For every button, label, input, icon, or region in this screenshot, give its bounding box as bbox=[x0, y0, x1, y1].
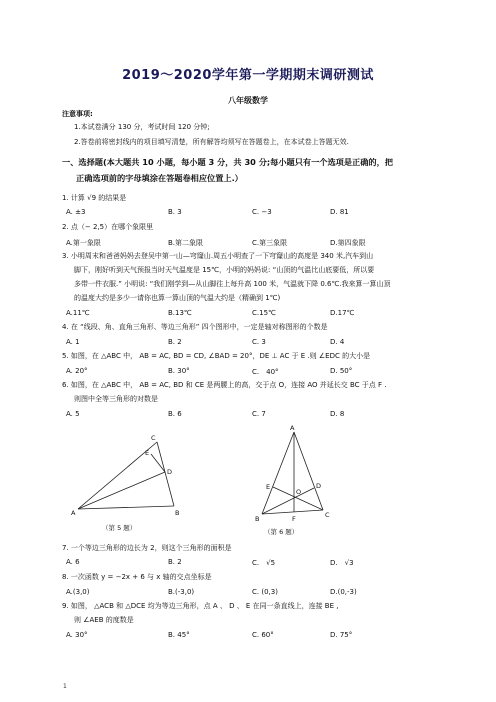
figure-6 bbox=[250, 424, 350, 540]
q9-option-c: C. 60° bbox=[252, 631, 274, 639]
q5-option-d: D. 50° bbox=[330, 367, 353, 375]
fig6-segment-bd bbox=[262, 488, 314, 514]
q5-stem: 5. 如图，在 △ABC 中， AB = AC, BD = CD, ∠BAD = 20°，DE ⊥ AC 于 E .则 ∠EDC 的大小是 bbox=[62, 352, 371, 360]
fig6-label-c: C bbox=[325, 511, 330, 519]
q6-option-a: A. 5 bbox=[66, 410, 80, 418]
q2-option-d: D.第四象限 bbox=[330, 239, 366, 247]
fig5-label-e: E bbox=[145, 449, 150, 457]
q2-stem: 2. 点（− 2,5）在哪个象限里 bbox=[62, 223, 154, 231]
q3-option-a: A.11℃ bbox=[66, 309, 90, 317]
q9-option-b: B. 45° bbox=[168, 631, 190, 639]
fig6-caption: （第 6 题） bbox=[264, 528, 299, 536]
q3-line-3: 多带一件衣服.” 小明说: “我们刚学到—从山脚往上每升高 100 米，气温就下降 0.6℃.我来算一算山顶 bbox=[74, 280, 391, 288]
q3-line-4: 的温度大约是多少一请你也算一算山顶的气温大约是（精确到 1℃) bbox=[74, 294, 281, 302]
q7-option-d: D. √3 bbox=[330, 559, 354, 567]
q1-stem: 1. 计算 √9 的结果是 bbox=[62, 194, 127, 202]
q6-line-2: 则图中全等三角形的对数是 bbox=[74, 395, 158, 403]
q9-line-2: 则 ∠AEB 的度数是 bbox=[74, 616, 134, 624]
q4-option-b: B. 2 bbox=[168, 338, 182, 346]
q4-option-a: A. 1 bbox=[66, 338, 80, 346]
q3-option-b: B.13℃ bbox=[168, 309, 192, 317]
q2-option-a: A.第一象限 bbox=[66, 239, 101, 247]
fig6-label-e: E bbox=[266, 483, 271, 491]
q8-option-d: D.(0,-3) bbox=[330, 588, 357, 596]
fig5-segment-ab bbox=[78, 506, 174, 509]
q7-stem: 7. 一个等边三角形的边长为 2，则这个三角形的面积是 bbox=[62, 544, 232, 552]
q7-option-a: A. 6 bbox=[66, 558, 80, 566]
q8-option-a: A.(3,0) bbox=[66, 588, 90, 596]
q5-option-b: B. 30° bbox=[168, 367, 190, 375]
q2-option-b: B.第二象限 bbox=[168, 239, 204, 247]
fig6-label-d: D bbox=[316, 482, 322, 490]
exam-subtitle: 八年级数学 bbox=[228, 96, 268, 105]
q1-option-c: C. −3 bbox=[252, 208, 272, 216]
fig6-label-f: F bbox=[292, 515, 296, 523]
q3-option-c: C.15℃ bbox=[252, 309, 276, 317]
q4-stem: 4. 在 “线段、角、直角三角形、等边三角形” 四个图形中，一定是轴对称图形的个数是 bbox=[62, 323, 328, 331]
figure-5 bbox=[62, 424, 212, 536]
q8-option-c: C. (0,3) bbox=[252, 588, 278, 596]
section1-line1: 一、选择题(本大题共 10 小题，每小题 3 分，共 30 分;每小题只有一个选项是正确的，把 bbox=[62, 157, 393, 167]
q2-option-c: C.第三象限 bbox=[252, 239, 288, 247]
q9-option-d: D. 75° bbox=[330, 631, 353, 639]
q1-option-d: D. 81 bbox=[330, 208, 349, 216]
q8-stem: 8. 一次函数 y = −2x + 6 与 x 轴的交点坐标是 bbox=[62, 573, 212, 581]
fig6-label-b: B bbox=[255, 515, 260, 523]
q1-option-b: B. 3 bbox=[168, 208, 182, 216]
fig6-label-a: A bbox=[290, 424, 295, 432]
note-1: 1.本试卷满分 130 分，考试时间 120 分钟; bbox=[74, 123, 210, 131]
q6-line-1: 6. 如图，在 △ABC 中， AB = AC, BD 和 CE 是两腰上的高，交于点 O，连接 AO 并延长交 BC 于点 F . bbox=[62, 381, 387, 389]
q3-line-1: 3. 小明周末和爸爸妈妈去登吴中第一山—穹窿山.周五小明查了一下穹窿山的高度是 340 米,汽车到山 bbox=[62, 252, 374, 260]
q4-option-c: C. 3 bbox=[252, 338, 266, 346]
q8-option-b: B.(-3,0) bbox=[168, 588, 195, 596]
fig6-segment-ab bbox=[262, 432, 294, 514]
q9-option-a: A. 30° bbox=[66, 631, 88, 639]
q7-option-b: B. 2 bbox=[168, 558, 182, 566]
note-2: 2.答卷前将密封线内的项目填写清楚，所有解答均须写在答题卷上，在本试卷上答题无效. bbox=[74, 138, 349, 146]
q1-option-a: A. ±3 bbox=[66, 208, 86, 216]
q6-option-c: C. 7 bbox=[252, 410, 266, 418]
q5-option-a: A. 20° bbox=[66, 367, 88, 375]
fig5-segment-ad bbox=[78, 472, 165, 509]
q3-line-2: 脚下，刚好听到天气预报当时天气温度是 15℃，小明的妈妈说: “山顶的气温比山底要低，所以要 bbox=[74, 266, 375, 274]
fig5-caption: （第 5 题） bbox=[102, 524, 137, 532]
fig5-label-c: C bbox=[151, 434, 156, 442]
fig6-segment-bc bbox=[262, 510, 323, 514]
q6-option-d: D. 8 bbox=[330, 410, 345, 418]
section1-line2: 正确选项前的字母填涂在答题卷相应位置上.） bbox=[76, 173, 243, 183]
q3-option-d: D.17℃ bbox=[330, 309, 355, 317]
q7-option-c: C. √5 bbox=[252, 559, 276, 567]
notes-heading: 注意事项: bbox=[62, 110, 93, 118]
q6-option-b: B. 6 bbox=[168, 410, 182, 418]
fig5-label-a: A bbox=[71, 509, 76, 517]
exam-title: 2019～2020学年第一学期期末调研测试 bbox=[122, 68, 374, 83]
q5-option-c: C. 40° bbox=[252, 368, 279, 376]
q4-option-d: D. 4 bbox=[330, 338, 345, 346]
q9-line-1: 9. 如图， △ACB 和 △DCE 均为等边三角形，点 A 、 D 、 E 在同一条直线上，连接 BE , bbox=[62, 602, 339, 610]
fig5-label-d: D bbox=[167, 468, 173, 476]
fig6-label-o: O bbox=[296, 488, 302, 496]
page-number: 1 bbox=[63, 683, 67, 690]
fig5-label-b: B bbox=[175, 509, 180, 517]
